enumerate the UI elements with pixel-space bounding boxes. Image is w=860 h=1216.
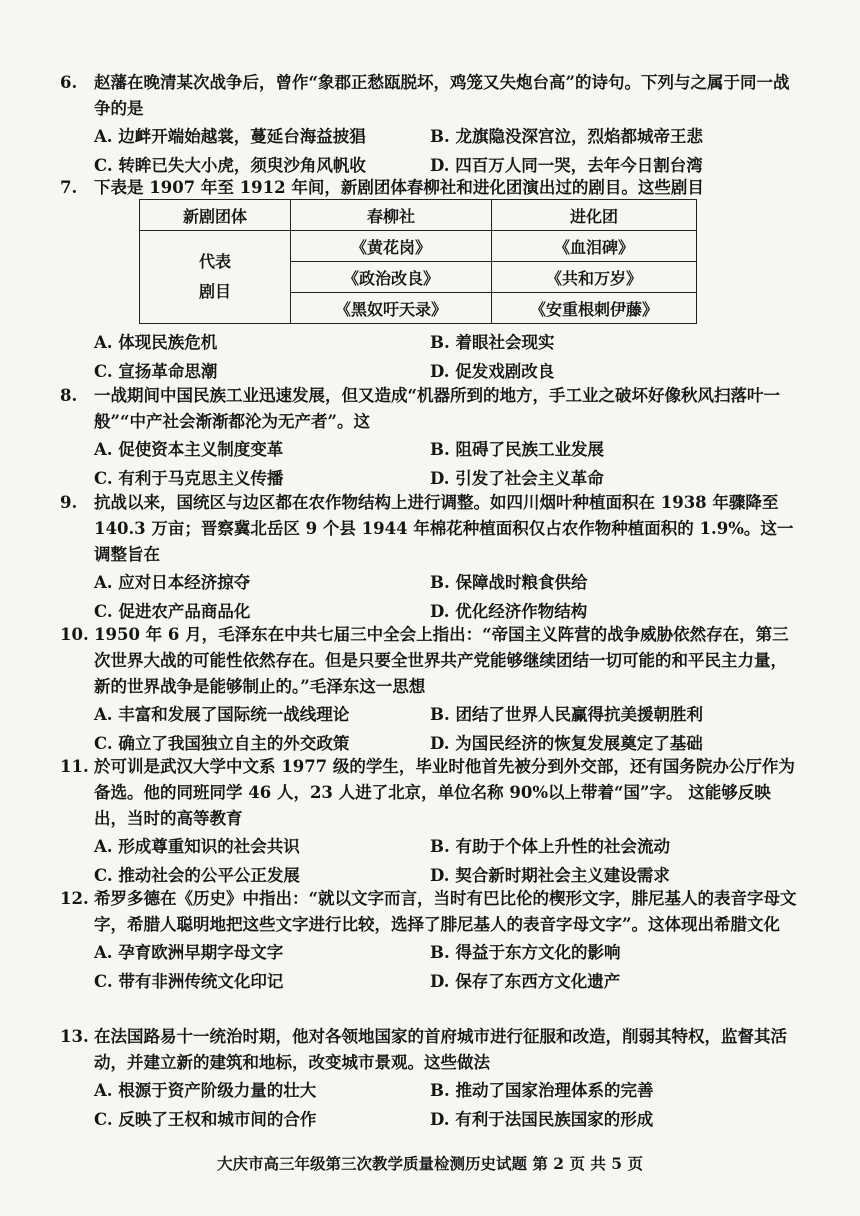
question-12 [60, 886, 800, 996]
option-c[interactable]: C. 有利于马克思主义传播 [94, 469, 284, 488]
option-d[interactable]: D. 有利于法国民族国家的形成 [430, 1110, 654, 1129]
option-b[interactable]: B. 着眼社会现实 [430, 333, 555, 352]
option-c[interactable]: C. 反映了王权和城市间的合作 [94, 1110, 317, 1129]
table-cell: 《共和万岁》 [492, 262, 697, 293]
table-row [140, 231, 697, 262]
option-b[interactable]: B. 有助于个体上升性的社会流动 [430, 837, 670, 856]
row-label: 代表 剧目 [140, 231, 291, 324]
option-b[interactable]: B. 团结了世界人民赢得抗美援朝胜利 [430, 705, 703, 724]
question-number: 10. [60, 625, 89, 644]
question-stem: 1950 年 6 月，毛泽东在中共七届三中全会上指出：“帝国主义阵营的战争威胁依然存在，第三次世界大战的可能性依然存在。但是只要全世界共产党能够继续团结一切可能的和平民主力量，新的世界战争是能够制止的。”毛泽东这一思想 [94, 625, 789, 696]
question-number: 8. [60, 386, 78, 405]
option-b[interactable]: B. 保障战时粮食供给 [430, 573, 588, 592]
option-b[interactable]: B. 龙旗隐没深宫泣，烈焰都城帝王悲 [430, 127, 703, 146]
question-number: 9. [60, 493, 78, 512]
option-c[interactable]: C. 确立了我国独立自主的外交政策 [94, 734, 350, 753]
question-stem: 一战期间中国民族工业迅速发展，但又造成“机器所到的地方，手工业之破坏好像秋风扫落叶一般”“中产社会渐渐都沦为无产者”。这 [94, 386, 780, 431]
option-a[interactable]: A. 孕育欧洲早期字母文字 [94, 943, 284, 962]
option-c[interactable]: C. 促进农产品商品化 [94, 602, 251, 621]
option-b[interactable]: B. 推动了国家治理体系的完善 [430, 1081, 654, 1100]
question-number: 6. [60, 73, 78, 92]
option-b[interactable]: B. 阻碍了民族工业发展 [430, 440, 604, 459]
question-number: 11. [60, 757, 89, 776]
option-d[interactable]: D. 契合新时期社会主义建设需求 [430, 866, 670, 885]
question-stem: 下表是 1907 年至 1912 年间，新剧团体春柳社和进化团演出过的剧目。这些剧目 [94, 178, 704, 197]
option-d[interactable]: D. 促发戏剧改良 [430, 362, 555, 381]
page-footer: 大庆市高三年级第三次教学质量检测历史试题 第 2 页 共 5 页 [217, 1154, 643, 1173]
option-a[interactable]: A. 应对日本经济掠夺 [94, 573, 251, 592]
table-header: 进化团 [492, 200, 697, 231]
question-stem: 赵藩在晚清某次战争后，曾作“象郡正愁瓯脱坏，鸡笼又失炮台高”的诗句。下列与之属于同一战争的是 [94, 73, 790, 118]
question-stem: 於可训是武汉大学中文系 1977 级的学生，毕业时他首先被分到外交部，还有国务院办公厅作为备选。他的同班同学 46 人，23 人进了北京，单位名称 90%以上带着“国”字。 这能够反映出，当时的高等教育 [94, 757, 795, 828]
question-number: 12. [60, 889, 89, 908]
option-c[interactable]: C. 推动社会的公平公正发展 [94, 866, 300, 885]
option-a[interactable]: A. 丰富和发展了国际统一战线理论 [94, 705, 350, 724]
question-9 [60, 490, 800, 626]
question-stem: 希罗多德在《历史》中指出：“就以文字而言，当时有巴比伦的楔形文字，腓尼基人的表音字母文字，希腊人聪明地把这些文字进行比较，选择了腓尼基人的表音字母文字”。这体现出希腊文化 [94, 889, 797, 934]
question-11 [60, 754, 800, 890]
question-8 [60, 383, 800, 493]
table-cell: 《血泪碑》 [492, 231, 697, 262]
table-cell: 《黑奴吁天录》 [291, 293, 492, 324]
question-number: 7. [60, 178, 78, 197]
option-a[interactable]: A. 边衅开端始越裳，蔓延台海益披猖 [94, 127, 366, 146]
question-6 [60, 70, 800, 180]
option-d[interactable]: D. 四百万人同一哭，去年今日割台湾 [430, 156, 703, 175]
option-c[interactable]: C. 转眸已失大小虎，须臾沙角风帆收 [94, 156, 366, 175]
drama-table [139, 199, 697, 324]
question-stem: 在法国路易十一统治时期，他对各领地国家的首府城市进行征服和改造，削弱其特权，监督其活动，并建立新的建筑和地标，改变城市景观。这些做法 [94, 1027, 787, 1072]
option-c[interactable]: C. 宣扬革命思潮 [94, 362, 218, 381]
question-10 [60, 622, 800, 758]
option-d[interactable]: D. 引发了社会主义革命 [430, 469, 604, 488]
table-header: 春柳社 [291, 200, 492, 231]
question-stem: 抗战以来，国统区与边区都在农作物结构上进行调整。如四川烟叶种植面积在 1938 年骤降至 140.3 万亩；晋察冀北岳区 9 个县 1944 年棉花种植面积仅占农作物种植面积的 1.9%。这一调整旨在 [94, 493, 794, 564]
option-d[interactable]: D. 保存了东西方文化遗产 [430, 972, 621, 991]
table-cell: 《政治改良》 [291, 262, 492, 293]
option-d[interactable]: D. 为国民经济的恢复发展奠定了基础 [430, 734, 703, 753]
question-13 [60, 1024, 800, 1134]
question-7-options [60, 328, 800, 386]
option-d[interactable]: D. 优化经济作物结构 [430, 602, 588, 621]
option-a[interactable]: A. 形成尊重知识的社会共识 [94, 837, 300, 856]
question-number: 13. [60, 1027, 89, 1046]
table-header: 新剧团体 [140, 200, 291, 231]
option-a[interactable]: A. 促使资本主义制度变革 [94, 440, 284, 459]
option-a[interactable]: A. 体现民族危机 [94, 333, 218, 352]
table-cell: 《黄花岗》 [291, 231, 492, 262]
option-b[interactable]: B. 得益于东方文化的影响 [430, 943, 621, 962]
option-a[interactable]: A. 根源于资产阶级力量的壮大 [94, 1081, 317, 1100]
option-c[interactable]: C. 带有非洲传统文化印记 [94, 972, 284, 991]
table-header-row [140, 200, 697, 231]
question-7 [60, 175, 800, 201]
table-cell: 《安重根刺伊藤》 [492, 293, 697, 324]
